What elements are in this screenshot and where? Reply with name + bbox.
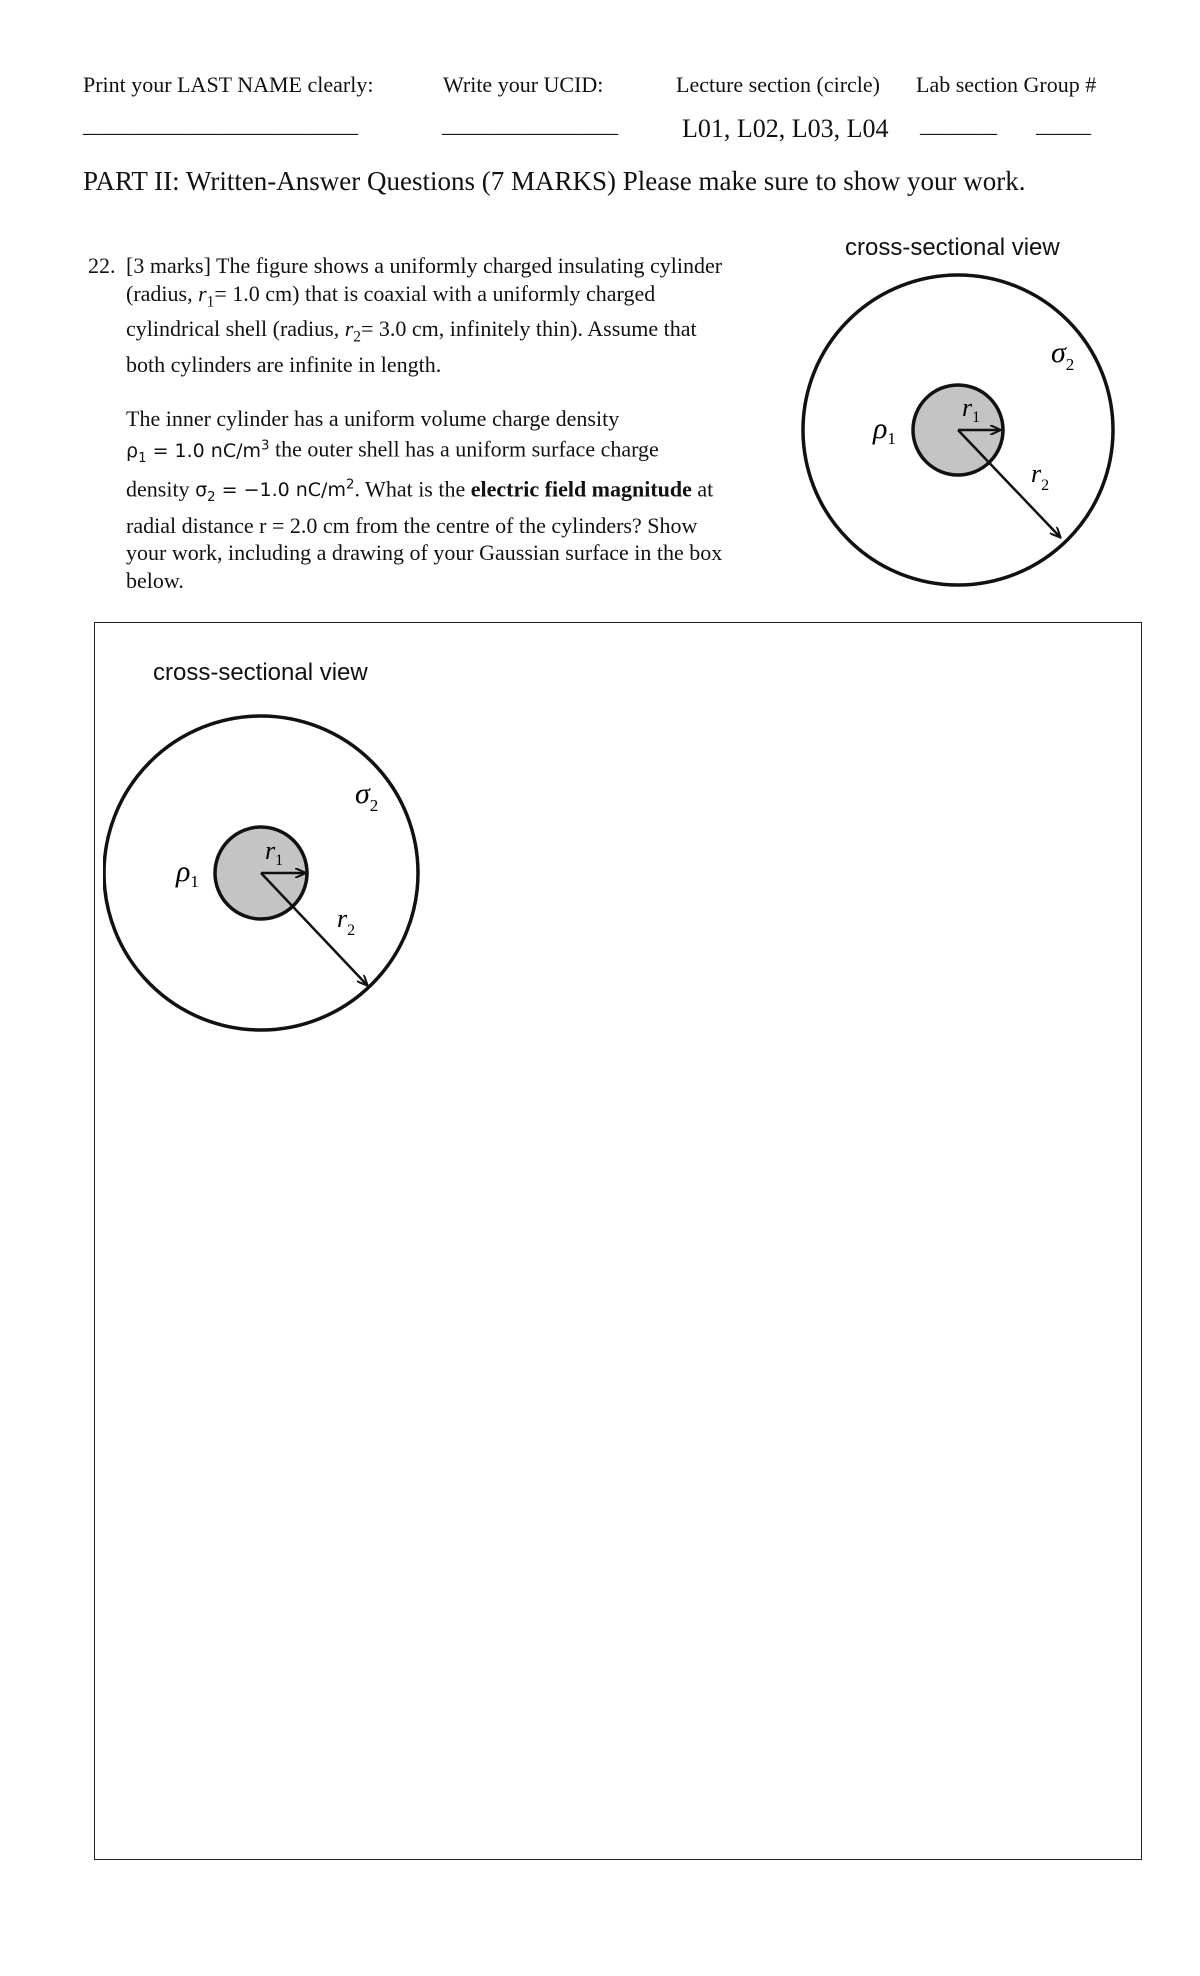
lab-section-field[interactable]: _______ [920,112,997,137]
question-text: cylindrical shell (radius, [126,316,345,342]
rho-label: $\rho_1$ [873,412,896,448]
answer-box-figure [103,655,433,1035]
r2-symbol: r [344,316,354,342]
ucid-field[interactable]: ________________ [442,112,618,137]
r2-label: $r_2$ [1031,459,1050,494]
question-text: [3 marks] The figure shows a uniformly charged insulating cylinder [126,253,723,278]
rho-expression: $\rho_1 = 1.0$ $nC/m^3$ [126,438,270,466]
r1-symbol: r [198,280,207,306]
question-number: 22. [88,253,116,278]
question-text: . What is the [354,476,471,502]
question-text: radial distance r = 2.0 cm from the centre of the cylinders? Show [126,512,698,538]
answer-box[interactable] [94,622,1142,1860]
group-number-field[interactable]: _____ [1036,112,1091,137]
question-text: at [691,476,714,502]
r1-label: $r_1$ [962,393,981,426]
last-name-label: Print your LAST NAME clearly: [83,72,374,97]
cylinder-diagram [103,655,433,1035]
lecture-section-label: Lecture section (circle) [676,72,880,97]
question-text: the outer shell has a uniform surface charge [269,436,659,462]
question-emphasis: electric field magnitude [470,476,692,502]
question-text: density [126,476,196,502]
sigma-expression: $\sigma_2 = -1.0$ $nC/m^2$ [195,477,355,506]
rho-label: $\rho_1$ [176,855,199,891]
figure-title: cross-sectional view [153,659,368,686]
question-text: below. [126,567,184,593]
last-name-field[interactable]: _________________________ [83,112,358,137]
question-text: The inner cylinder has a uniform volume charge density [126,405,620,431]
sigma-label: $\sigma_2$ [1051,336,1075,374]
r1-label: $r_1$ [265,836,284,869]
r2-label: $r_2$ [337,904,356,939]
question-text: = 1.0 cm) that is coaxial with a uniformly charged [214,280,656,306]
part-title: PART II: Written-Answer Questions (7 MARKS) Please make sure to show your work. [83,166,1026,196]
r1-subscript: 1 [206,292,215,310]
question-text: (radius, [126,280,199,306]
question-text: = 3.0 cm, infinitely thin). Assume that [360,316,697,342]
sigma-label: $\sigma_2$ [355,777,379,815]
ucid-label: Write your UCID: [443,72,604,97]
lecture-options[interactable]: L01, L02, L03, L04 [682,114,889,143]
question-text: both cylinders are infinite in length. [126,352,442,378]
cylinder-diagram [795,230,1125,595]
figure-title: cross-sectional view [845,234,1060,261]
cross-section-figure [795,230,1125,595]
question-22 [88,252,788,594]
question-text: your work, including a drawing of your Gaussian surface in the box [126,540,723,566]
lab-section-label: Lab section Group # [916,72,1097,97]
r2-subscript: 2 [353,328,361,346]
